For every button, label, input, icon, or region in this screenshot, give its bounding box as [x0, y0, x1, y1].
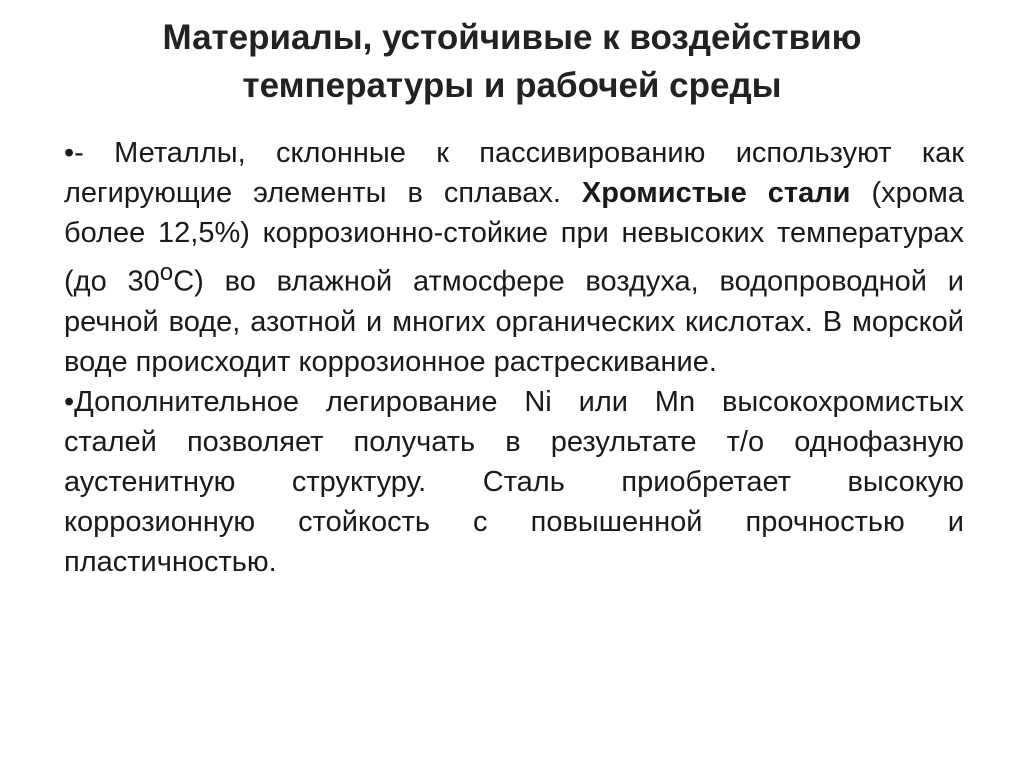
title-line-2: температуры и рабочей среды	[242, 66, 782, 105]
title-line-1: Материалы, устойчивые к воздействию	[162, 18, 862, 57]
paragraph-1-text-2: (хрома более 12,5%) коррозионно-стойкие при невысоких температурах (до 30	[64, 177, 964, 298]
slide-body	[64, 133, 964, 582]
slide-title	[40, 14, 984, 110]
paragraph-2-text: Дополнительное легирование Ni или Mn высокохромистых сталей позволяет получать в результате т/о однофазную аустенитную структуру. Сталь приобретает высокую коррозионную стойкость с повышенной прочностью и пластичностью.	[64, 385, 964, 578]
bullet-paragraph-2	[64, 382, 964, 582]
paragraph-1-text-1: Металлы, склонные к пассивированию используют как легирующие элементы в сплавах.	[64, 137, 964, 209]
bullet-marker-2: •	[64, 385, 75, 418]
degree-superscript: о	[159, 259, 174, 286]
bullet-marker-1: •-	[64, 137, 115, 169]
paragraph-1-text-3: С) во влажной атмосфере воздуха, водопроводной и речной воде, азотной и многих органических кислотах. В морской воде происходит коррозионное растрескивание.	[64, 265, 964, 378]
paragraph-1-bold-term: Хромистые стали	[581, 177, 851, 209]
bullet-paragraph-1	[64, 133, 964, 382]
